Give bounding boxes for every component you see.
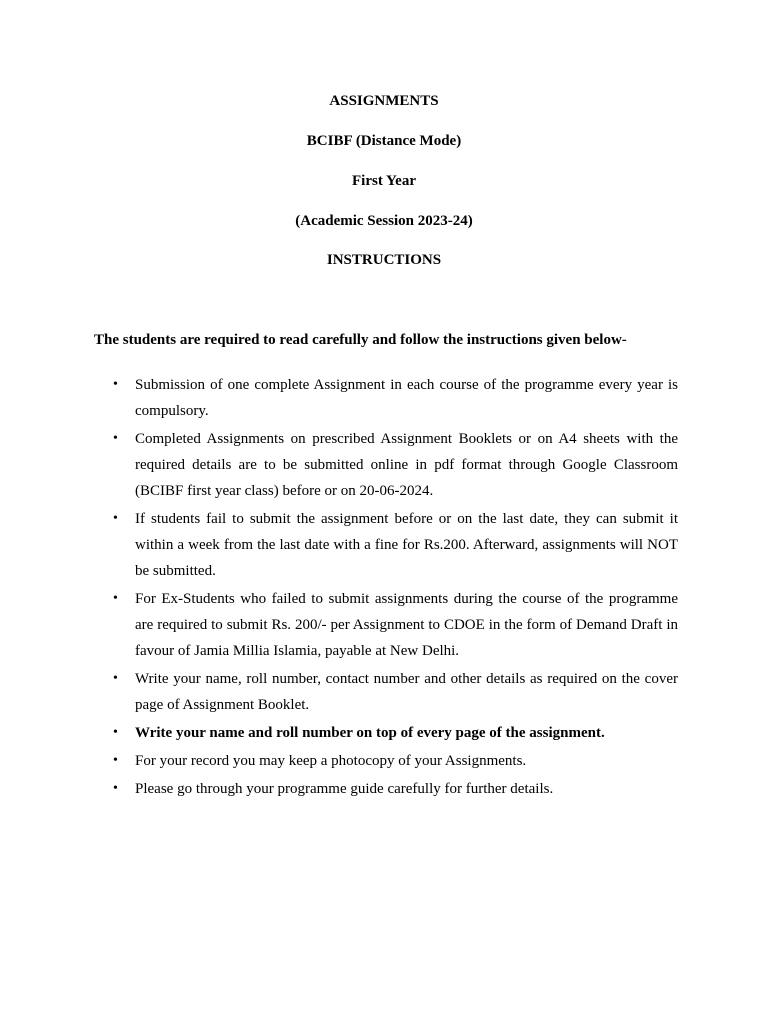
bullet-icon: • (113, 781, 118, 796)
list-item (0, 666, 678, 718)
list-item-emphasized (0, 720, 678, 746)
instructions-list (0, 372, 768, 804)
bullet-icon: • (113, 591, 118, 606)
list-item (0, 506, 678, 584)
section-heading: INSTRUCTIONS (326, 252, 442, 268)
bullet-icon: • (113, 377, 118, 392)
instruction-text: Please go through your programme guide carefully for further details. (135, 781, 554, 797)
bullet-icon: • (113, 725, 118, 740)
list-item (0, 748, 678, 774)
document-title: ASSIGNMENTS (329, 93, 439, 109)
instruction-text: Submission of one complete Assignment in each course of the programme every year is compulsory. (135, 377, 678, 419)
bullet-icon: • (113, 511, 118, 526)
academic-session: (Academic Session 2023-24) (295, 213, 473, 229)
instruction-text: Write your name, roll number, contact number and other details as required on the cover page of Assignment Booklet. (135, 671, 678, 713)
intro-text: The students are required to read carefully and follow the instructions given below- (94, 332, 627, 348)
bullet-icon: • (113, 671, 118, 686)
bullet-icon: • (113, 753, 118, 768)
list-item (0, 586, 678, 664)
instruction-text: Write your name and roll number on top of every page of the assignment. (135, 725, 605, 741)
program-year: First Year (352, 173, 416, 189)
instruction-text: For Ex-Students who failed to submit assignments during the course of the programme are required to submit Rs. 200/- per Assignment to CDOE in the form of Demand Draft in favour of Jamia Millia Islamia, payable at New Delhi. (135, 591, 678, 659)
program-name: BCIBF (Distance Mode) (306, 133, 462, 149)
list-item (0, 776, 678, 802)
instruction-text: If students fail to submit the assignment before or on the last date, they can submit it within a week from the last date with a fine for Rs.200. Afterward, assignments will NOT be submitted. (135, 511, 678, 579)
bullet-icon: • (113, 431, 118, 446)
list-item (0, 426, 678, 504)
list-item (0, 372, 678, 424)
instruction-text: For your record you may keep a photocopy of your Assignments. (135, 753, 527, 769)
instruction-text: Completed Assignments on prescribed Assignment Booklets or on A4 sheets with the required details are to be submitted online in pdf format through Google Classroom (BCIBF first year class) before or on 20-06-2024. (135, 431, 678, 499)
